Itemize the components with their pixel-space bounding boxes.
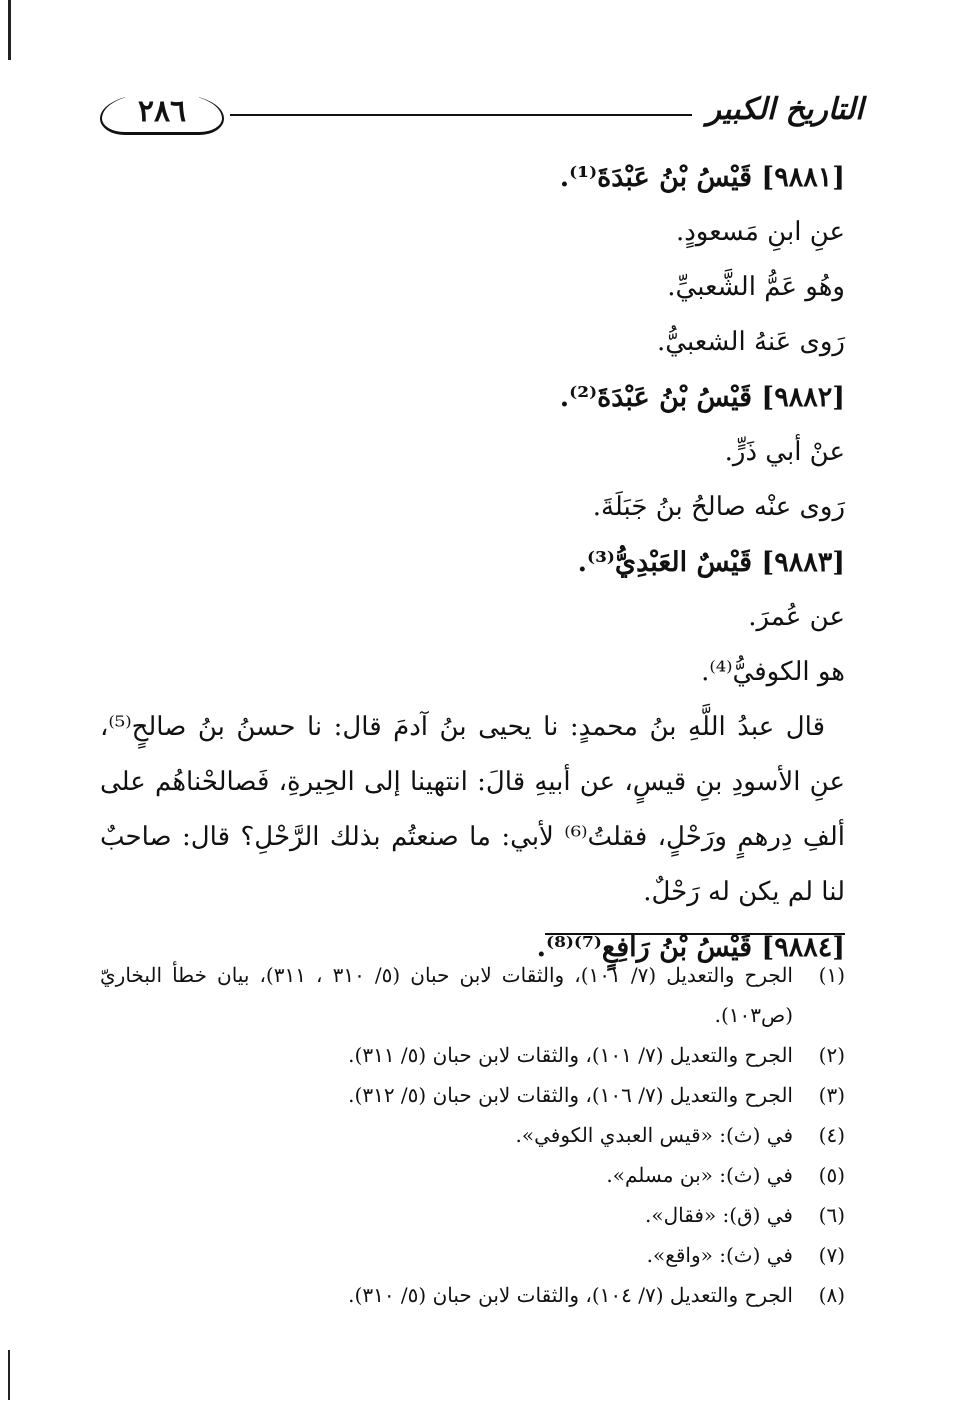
footnote (100, 1155, 845, 1195)
footnote (100, 1235, 845, 1275)
page-number: ٢٨٦ (100, 94, 224, 135)
footnote-text: الجرح والتعديل (٧/ ١٠١)، والثقات لابن حبان (٥/ ٣١١). (348, 1043, 793, 1067)
footnote (100, 1275, 845, 1315)
footnote-number: (٣) (818, 1083, 845, 1107)
page-header (100, 92, 870, 142)
scan-margin-mark (8, 0, 11, 60)
footnote (100, 1075, 845, 1115)
header-rule (230, 114, 692, 116)
footnote-text: في (ث): «بن مسلم». (606, 1163, 793, 1187)
footnote-text: الجرح والتعديل (٧/ ١٠٦)، والثقات لابن حبان (٥/ ٣١٢). (348, 1083, 793, 1107)
text-line: هو الكوفيُّ⁽⁴⁾. (701, 657, 845, 687)
footnote (100, 955, 845, 1035)
footnote-rule (545, 933, 845, 935)
footnote-text: في (ث): «قيس العبدي الكوفي». (515, 1123, 793, 1147)
footnote-text: في (ق): «فقال». (645, 1203, 793, 1227)
footnote (100, 1035, 845, 1075)
text-line: رَوى عنْه صالحُ بنُ جَبَلَةَ. (592, 492, 845, 522)
entry-heading: [٩٨٨٢] قَيْسُ بْنُ عَبْدَةَ⁽²⁾. (559, 382, 845, 413)
text-line: عنْ أبي ذَرٍّ. (724, 437, 845, 467)
text-line: وهُو عَمُّ الشَّعبيِّ. (667, 272, 845, 302)
footnote-number: (٨) (818, 1283, 845, 1307)
scan-margin-mark (8, 1350, 10, 1400)
main-text (100, 150, 845, 975)
footnote (100, 1195, 845, 1235)
footnote-number: (٢) (818, 1043, 845, 1067)
footnote-text: الجرح والتعديل (٧/ ١٠٤)، والثقات لابن حبان (٥/ ٣١٠). (348, 1283, 793, 1307)
footnote-number: (٥) (818, 1163, 845, 1187)
footnote-number: (٦) (818, 1203, 845, 1227)
footnote-number: (١) (818, 963, 845, 987)
entry-heading: [٩٨٨١] قَيْسُ بْنُ عَبْدَةَ⁽¹⁾. (559, 162, 845, 193)
book-title: التاريخ الكبير (706, 92, 864, 127)
entry-heading: [٩٨٨٣] قَيْسٌ العَبْدِيُّ⁽³⁾. (577, 547, 845, 578)
footnote-number: (٤) (818, 1123, 845, 1147)
entry-heading: [٩٨٨٤] قَيْسُ بْنُ رَافِعٍ⁽⁷⁾⁽⁸⁾. (536, 932, 845, 963)
footnote-number: (٧) (818, 1243, 845, 1267)
text-line: عن عُمرَ. (748, 602, 845, 632)
footnote-text: في (ث): «واقع». (646, 1243, 793, 1267)
footnotes (100, 955, 845, 1315)
footnote (100, 1115, 845, 1155)
text-line: عنِ ابنِ مَسعودٍ. (675, 217, 845, 247)
narration-paragraph: قال عبدُ اللَّهِ بنُ محمدٍ: نا يحيى بنُ آدمَ قال: نا حسنُ بنُ صالحٍ⁽⁵⁾، عنِ الأسودِ بنِ قيسٍ، عن أبيهِ قالَ: انتهينا إلى الحِيرةِ، فَصالحْناهُم على ألفِ دِرهمٍ ورَحْلٍ، فقلتُ⁽⁶⁾ لأبي: ما صنعتُم بذلك الرَّحْلِ؟ قال: صاحبٌ لنا لم يكن له رَحْلٌ. (100, 712, 845, 907)
text-line: رَوى عَنهُ الشعبيُّ. (657, 327, 845, 357)
footnote-text: الجرح والتعديل (٧/ ١٠١)، والثقات لابن حبان (٥/ ٣١٠ ، ٣١١)، بيان خطأ البخاريّ (ص١٠٣). (100, 963, 793, 1027)
